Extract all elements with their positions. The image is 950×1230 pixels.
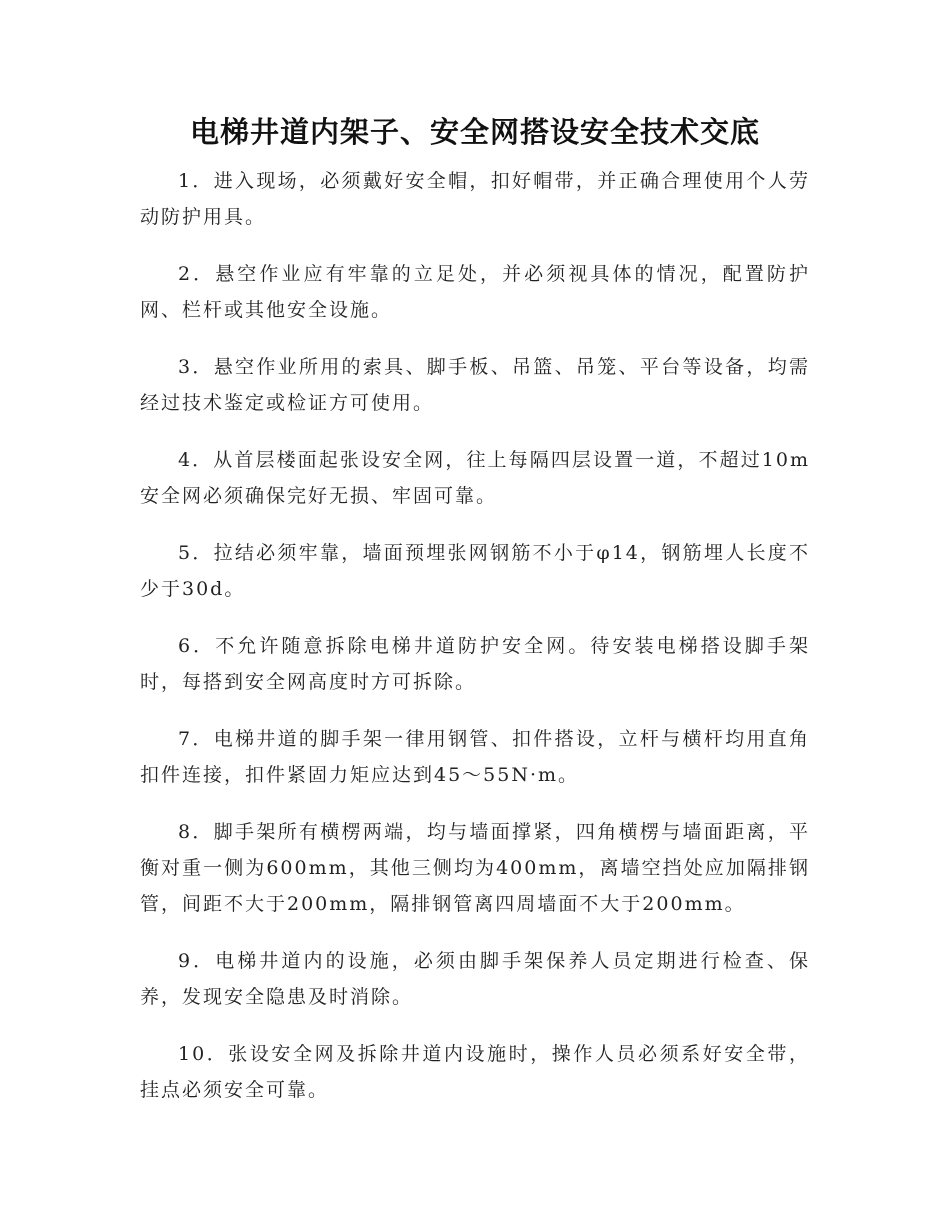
paragraph-item-8: 8．脚手架所有横楞两端，均与墙面撑紧，四角横楞与墙面距离，平衡对重一侧为600mm，其他三侧均为400mm，离墙空挡处应加隔排钢管，间距不大于200mm，隔排钢管离四周墙面不大于200mm。	[140, 821, 810, 915]
paragraph-item-10: 10．张设安全网及拆除井道内设施时，操作人员必须系好安全带，挂点必须安全可靠。	[140, 1043, 810, 1101]
paragraph-item-3: 3．悬空作业所用的索具、脚手板、吊篮、吊笼、平台等设备，均需经过技术鉴定或检证方可使用。	[140, 356, 810, 414]
paragraph-item-4: 4．从首层楼面起张设安全网，往上每隔四层设置一道，不超过10m安全网必须确保完好无损、牢固可靠。	[140, 449, 810, 507]
paragraph-item-5: 5．拉结必须牢靠，墙面预埋张网钢筋不小于φ14，钢筋埋人长度不少于30d。	[140, 542, 810, 600]
paragraph-item-2: 2．悬空作业应有牢靠的立足处，并必须视具体的情况，配置防护网、栏杆或其他安全设施。	[140, 263, 810, 321]
paragraph-item-6: 6．不允许随意拆除电梯井道防护安全网。待安装电梯搭设脚手架时，每搭到安全网高度时方可拆除。	[140, 635, 810, 693]
document-body	[140, 163, 810, 1129]
paragraph-item-1: 1．进入现场，必须戴好安全帽，扣好帽带，并正确合理使用个人劳动防护用具。	[140, 170, 810, 228]
document-title: 电梯井道内架子、安全网搭设安全技术交底	[189, 115, 760, 149]
paragraph-item-7: 7．电梯井道的脚手架一律用钢管、扣件搭设，立杆与横杆均用直角扣件连接，扣件紧固力矩应达到45～55N·m。	[140, 728, 810, 786]
paragraph-item-9: 9．电梯井道内的设施，必须由脚手架保养人员定期进行检查、保养，发现安全隐患及时消除。	[140, 950, 810, 1008]
